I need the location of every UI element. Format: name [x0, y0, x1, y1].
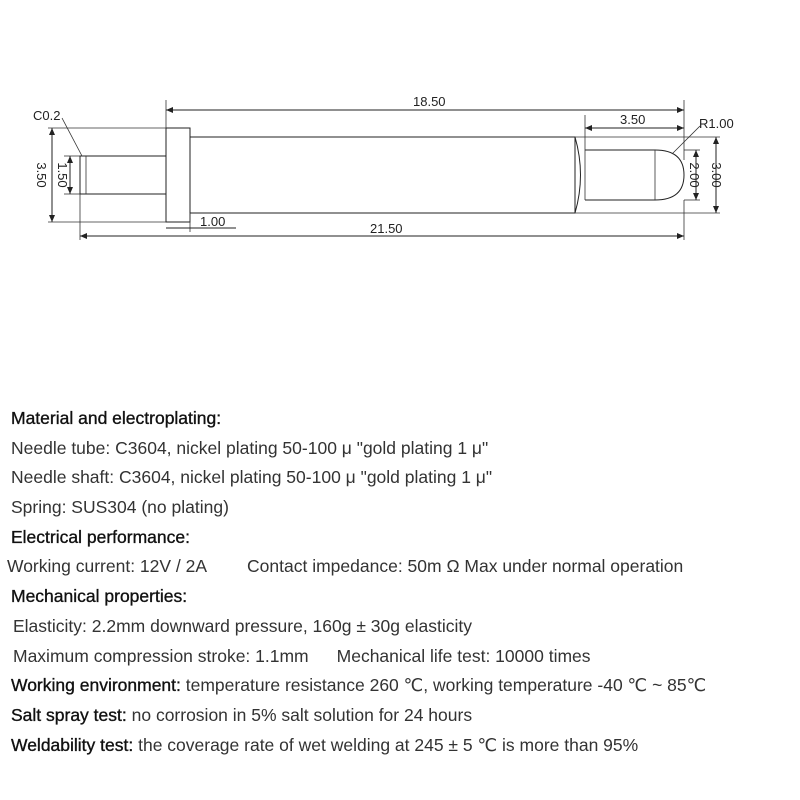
- elasticity-spec: Elasticity: 2.2mm downward pressure, 160g ± 30g elasticity: [13, 615, 472, 636]
- electrical-heading: Electrical performance:: [11, 526, 190, 547]
- material-heading: Material and electroplating:: [11, 408, 222, 428]
- salt-text: no corrosion in 5% salt solution for 24 hours: [126, 704, 473, 725]
- needle-shaft-spec: Needle shaft: C3604, nickel plating 50-100 μ "gold plating 1 μ": [11, 467, 493, 488]
- dim-chamfer: C0.2: [33, 108, 61, 123]
- dim-tip-diameter: 2.00: [687, 162, 702, 188]
- salt-heading: Salt spray test:: [11, 704, 127, 725]
- mechanical-values: [13, 642, 800, 672]
- technical-drawing: [0, 0, 800, 260]
- working-current: Working current: 12V / 2A: [7, 556, 208, 577]
- weld-row: [11, 731, 800, 761]
- dim-shank-diameter: 1.50: [55, 162, 70, 188]
- specification-list: [0, 404, 800, 760]
- environment-text: temperature resistance 260 ℃, working temperature -40 ℃ ~ 85℃: [180, 675, 707, 696]
- mechanical-heading: Mechanical properties:: [11, 586, 188, 607]
- environment-row: [11, 671, 800, 701]
- contact-impedance: Contact impedance: 50m Ω Max under normal operation: [247, 556, 684, 577]
- weld-heading: Weldability test:: [11, 734, 134, 755]
- needle-tube-spec: Needle tube: C3604, nickel plating 50-100 μ "gold plating 1 μ": [11, 437, 489, 458]
- environment-heading: Working environment:: [11, 675, 181, 696]
- dim-tube-diameter: 3.00: [709, 162, 724, 188]
- dim-head-thickness: 1.00: [200, 214, 226, 229]
- dim-tip-length: 3.50: [620, 112, 646, 127]
- electrical-values: [7, 552, 800, 582]
- life-test: Mechanical life test: 10000 times: [336, 645, 591, 666]
- max-stroke: Maximum compression stroke: 1.1mm: [13, 645, 309, 666]
- spring-spec: Spring: SUS304 (no plating): [11, 497, 229, 518]
- dim-tip-radius: R1.00: [699, 116, 734, 131]
- weld-text: the coverage rate of wet welding at 245 ± 5 ℃ is more than 95%: [133, 734, 639, 755]
- dim-overall-length: 18.50: [413, 94, 446, 109]
- salt-row: [11, 701, 800, 731]
- dim-head-diameter: 3.50: [34, 162, 49, 188]
- dim-total-length: 21.50: [370, 221, 403, 236]
- pogo-pin-outline: [80, 128, 684, 222]
